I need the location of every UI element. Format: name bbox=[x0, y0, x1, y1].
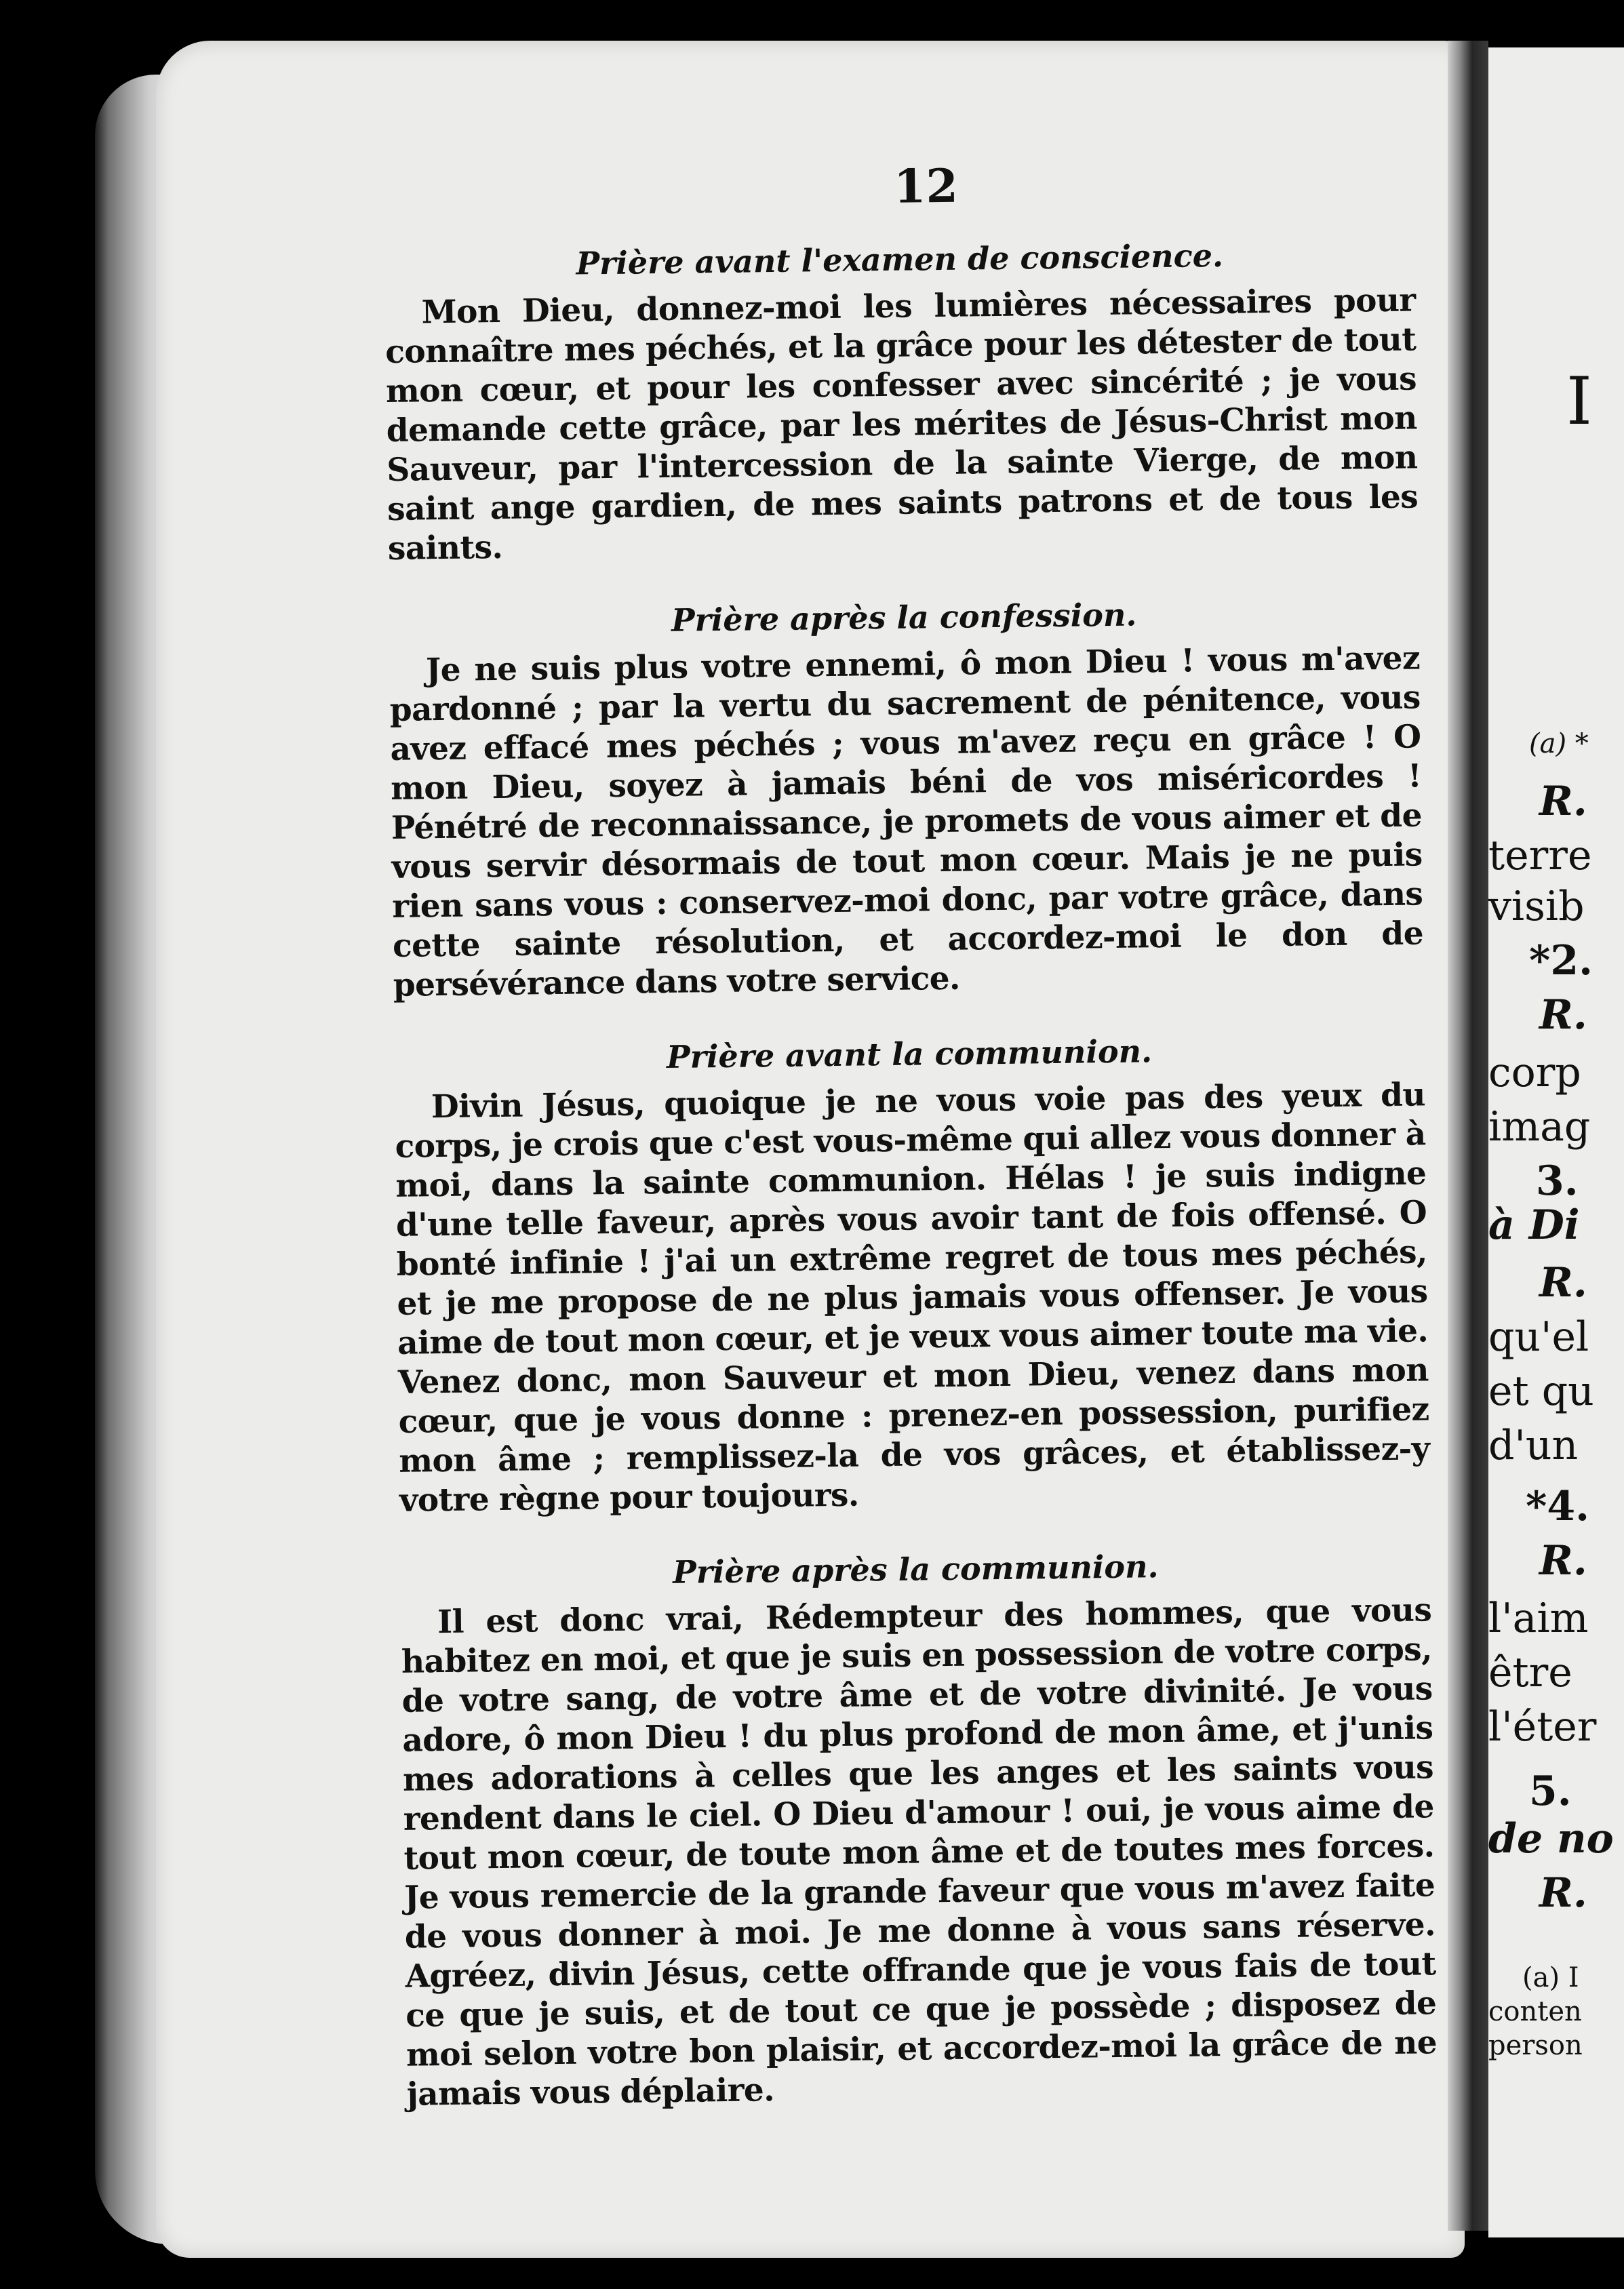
section-paragraph: Mon Dieu, donnez-moi les lumières nécessaires pour connaître mes péchés, et la grâce pour les détester de tout mon cœur, et pour les confesser avec sincérité ; je vous demande cette grâce, par les mérites de Jésus-Christ mon Sauveur, par l'intercession de la sainte Vierge, de mon saint ange gardien, de mes saints patrons et de tous les saints. bbox=[385, 281, 1419, 568]
section-heading: Prière après la communion. bbox=[672, 1548, 1159, 1591]
facing-page-fragment: 5. bbox=[1529, 1768, 1572, 1815]
facing-page-fragment: visib bbox=[1488, 883, 1585, 930]
section-heading: Prière avant l'examen de conscience. bbox=[576, 237, 1224, 282]
facing-page-fragment: imag bbox=[1488, 1103, 1591, 1151]
facing-page-fragment: corp bbox=[1488, 1049, 1581, 1096]
facing-page-fragment: qu'el bbox=[1488, 1313, 1589, 1361]
facing-page-fragment: R. bbox=[1539, 1869, 1587, 1917]
section-heading: Prière avant la communion. bbox=[666, 1033, 1153, 1075]
facing-page-fragment: et qu bbox=[1488, 1368, 1594, 1415]
facing-page-fragment: (a) * bbox=[1529, 728, 1589, 759]
left-page-text bbox=[383, 153, 1438, 2114]
book-gutter bbox=[1448, 41, 1488, 2231]
facing-page-fragment: de no bbox=[1488, 1815, 1614, 1863]
facing-page-footnote: conten bbox=[1488, 1996, 1582, 2027]
facing-page-fragment: 3. bbox=[1536, 1157, 1579, 1205]
facing-page-fragment: d'un bbox=[1488, 1422, 1579, 1469]
section-paragraph: Je ne suis plus votre ennemi, ô mon Dieu ! vous m'avez pardonné ; par la vertu du sacrement de pénitence, vous avez effacé mes péchés ; vous m'avez reçu en grâce ! O mon Dieu, soyez à jamais béni de vos miséricordes ! Pénétré de reconnaissance, je promets de vous aimer et de vous servir désormais de tout mon cœur. Mais je ne puis rien sans vous : conservez-moi donc, par votre grâce, dans cette sainte résolution, et accordez-moi le don de persévérance dans votre service. bbox=[389, 639, 1424, 1004]
facing-page-fragment: l'aim bbox=[1488, 1595, 1589, 1642]
facing-page-footnote: person bbox=[1488, 2030, 1583, 2061]
facing-page-fragment: à Di bbox=[1488, 1201, 1580, 1249]
facing-page-fragment: *4. bbox=[1526, 1483, 1590, 1530]
facing-page-fragment: R. bbox=[1539, 778, 1587, 825]
section-heading: Prière après la confession. bbox=[671, 596, 1137, 639]
section-paragraph: Divin Jésus, quoique je ne vous voie pas des yeux du corps, je crois que c'est vous-même qui allez vous donner à moi, dans la sainte communion. Hélas ! je suis indigne d'une telle faveur, après vous avoir tant de fois offensé. O bonté infinie ! j'ai un extrême regret de tous mes péchés, et je me propose de ne plus jamais vous offenser. Je vous aime de tout mon cœur, et je veux vous aimer toute ma vie. Venez donc, mon Sauveur et mon Dieu, venez dans mon cœur, que je vous donne : prenez-en possession, purifiez mon âme ; remplissez-la de vos grâces, et établissez-y votre règne pour toujours. bbox=[395, 1076, 1430, 1519]
facing-page-fragment: terre bbox=[1488, 832, 1592, 879]
facing-page-footnote: (a) I bbox=[1522, 1962, 1579, 1993]
facing-page-fragment: être bbox=[1488, 1649, 1572, 1696]
facing-page-fragment: R. bbox=[1539, 991, 1587, 1039]
page-number: 12 bbox=[893, 159, 959, 214]
facing-page bbox=[1488, 47, 1624, 2237]
facing-page-big-letter: I bbox=[1566, 363, 1592, 439]
facing-page-fragment: R. bbox=[1539, 1259, 1587, 1307]
facing-page-fragment: *2. bbox=[1529, 937, 1593, 984]
section-paragraph: Il est donc vrai, Rédempteur des hommes, que vous habitez en moi, et que je suis en possession de votre corps, de votre sang, de votre âme et de votre divinité. Je vous adore, ô mon Dieu ! du plus profond de mon âme, et j'unis mes adorations à celles que les anges et les saints vous rendent dans le ciel. O Dieu d'amour ! oui, je vous aime de tout mon cœur, de toute mon âme et de toutes mes forces. Je vous remercie de la grande faveur que vous m'avez faite de vous donner à moi. Je me donne à vous sans réserve. Agréez, divin Jésus, cette offrande que je vous fais de tout ce que je suis, et de tout ce que je possède ; disposez de moi selon votre bon plaisir, et accordez-moi la grâce de ne jamais vous déplaire. bbox=[401, 1591, 1438, 2113]
facing-page-fragment: R. bbox=[1539, 1537, 1587, 1585]
facing-page-fragment: l'éter bbox=[1488, 1703, 1597, 1751]
